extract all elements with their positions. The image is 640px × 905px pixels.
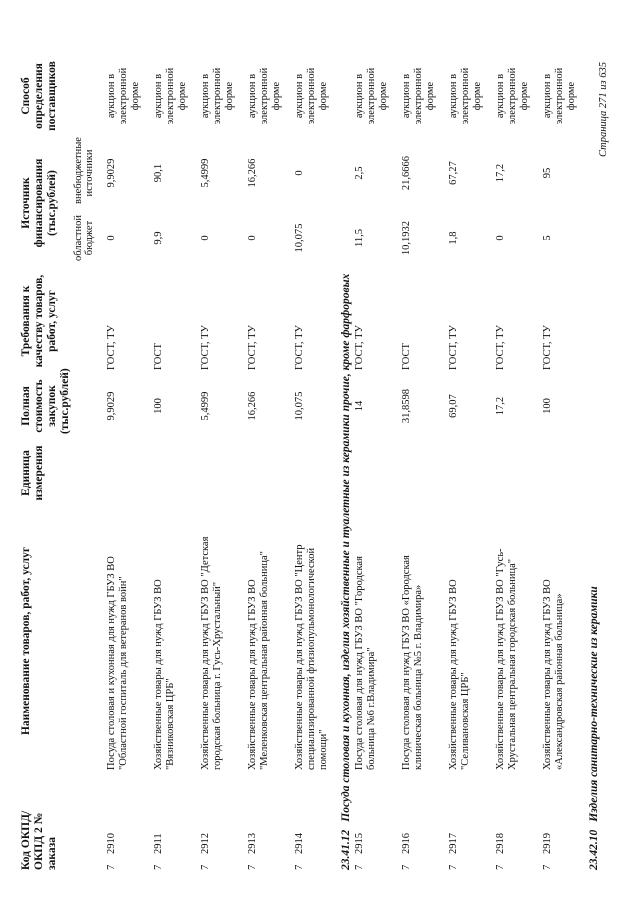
row-source-regional: 11,5: [354, 229, 365, 247]
row-spacer: [390, 58, 400, 870]
row-source-other: 9,9029: [106, 158, 117, 188]
section-heading: [588, 58, 601, 870]
row-source-other: 67,27: [448, 161, 459, 185]
row-method: аукцион в электронной форме: [448, 67, 483, 125]
row-source-regional: 5: [542, 235, 553, 241]
row-source-other: 5,4999: [200, 158, 211, 188]
row-method: аукцион в электронной форме: [495, 67, 530, 125]
row-cost: 16,266: [247, 391, 258, 421]
header-name: Наименование товаров, работ, услуг: [20, 546, 32, 736]
row-requirements: ГОСТ, ТУ: [354, 325, 365, 370]
row-name: Хозяйственные товары для нужд ГБУЗ ВО "Детская городская больница г. Гусь-Хрустальный": [200, 536, 223, 770]
row-cost: 14: [354, 400, 365, 412]
row-source-other: 16,266: [247, 158, 258, 188]
row-name: Хозяйственные товары для нужд ГБУЗ ВО "Центр специализированной фтизиопульмонологической помощи": [294, 544, 329, 770]
row-requirements: ГОСТ, ТУ: [495, 325, 506, 370]
row-spacer: [142, 58, 152, 870]
row-code: [199, 778, 236, 870]
row-requirements: ГОСТ: [153, 343, 164, 370]
header-method: Способ определения поставщиков: [20, 61, 58, 131]
row-source-regional: 0: [247, 235, 258, 241]
row-requirements: ГОСТ, ТУ: [542, 325, 553, 370]
header-spacer: [95, 58, 105, 870]
row-name: Посуда столовая для нужд ГБУЗ ВО «Городская клиническая больница №5 г. Владимира»: [401, 555, 424, 770]
row-unit: [353, 442, 390, 504]
row-source-other: 17,2: [495, 163, 506, 183]
row-requirements: ГОСТ, ТУ: [247, 325, 258, 370]
row-cost: 100: [153, 398, 164, 414]
row-unit: [447, 442, 484, 504]
row-name: Хозяйственные товары для нужд ГБУЗ ВО "Меленковская центральная районная больница": [247, 551, 270, 770]
row-spacer: [531, 58, 541, 870]
row-unit: [246, 442, 283, 504]
row-name: Посуда столовая и кухонная для нужд ГБУЗ ВО "Областной госпиталь для ветеранов войн": [106, 556, 129, 770]
header-full-cost: Полная стоимость закупок (тыс.рублей): [20, 368, 71, 434]
header-unit: Единица измерения: [20, 445, 45, 501]
row-unit: [293, 442, 330, 504]
row-spacer: [283, 58, 293, 870]
row-method: аукцион в электронной форме: [294, 67, 329, 125]
header-requirements: Требования к качеству товаров, работ, услуг: [20, 274, 58, 368]
row-name: Хозяйственные товары для нужд ГБУЗ ВО "Гусь-Хрустальная центральная городская больница": [495, 548, 518, 770]
row-spacer: [578, 58, 588, 870]
row-source-regional: 0: [200, 235, 211, 241]
procurement-table: [20, 40, 601, 870]
row-order-number: 2910: [106, 833, 117, 854]
row-code: [400, 778, 437, 870]
row-order-number: 2911: [153, 833, 164, 854]
row-requirements: ГОСТ, ТУ: [294, 325, 305, 370]
header-source: [20, 137, 95, 264]
row-source-regional: 10,1932: [401, 220, 412, 256]
row-order-number: 2913: [247, 833, 258, 854]
row-source-other: 21,6666: [401, 155, 412, 191]
row-source-regional: 0: [495, 235, 506, 241]
row-code: [246, 778, 283, 870]
row-order-number: 2912: [200, 833, 211, 854]
row-spacer: [437, 58, 447, 870]
row-source-other: 0: [294, 170, 305, 176]
row-cost: 9,9029: [106, 391, 117, 421]
row-code: [105, 778, 142, 870]
row-cost: 17,2: [495, 396, 506, 416]
row-cost: 5,4999: [200, 391, 211, 421]
row-method: аукцион в электронной форме: [200, 67, 235, 125]
row-requirements: ГОСТ, ТУ: [448, 325, 459, 370]
row-spacer: [330, 58, 340, 870]
row-code-prefix: 7: [542, 864, 553, 870]
row-source-regional: 9,9: [153, 231, 164, 245]
row-source-other: 2,5: [354, 166, 365, 180]
row-code-prefix: 7: [153, 864, 164, 870]
row-code: [152, 778, 189, 870]
row-code: [293, 778, 330, 870]
header-code: Код ОКПД/ ОКПД 2 № заказа: [20, 810, 58, 870]
row-cost: 31,8598: [401, 388, 412, 424]
row-unit: [494, 442, 531, 504]
row-code-prefix: 7: [448, 864, 459, 870]
row-method: аукцион в электронной форме: [247, 67, 282, 125]
section-code: 23.42.10: [588, 829, 600, 870]
header-source-regional: областной бюджет: [73, 215, 95, 261]
section-title: Изделия санитарно-технические из керамики: [588, 586, 600, 822]
row-cost: 100: [542, 398, 553, 414]
row-order-number: 2916: [401, 833, 412, 854]
row-spacer: [484, 58, 494, 870]
row-method: аукцион в электронной форме: [153, 67, 188, 125]
row-order-number: 2914: [294, 833, 305, 854]
row-source-other: 95: [542, 167, 553, 179]
row-source-other: 90,1: [153, 163, 164, 183]
row-cost: 69,07: [448, 394, 459, 418]
row-order-number: 2918: [495, 833, 506, 854]
row-unit: [199, 442, 236, 504]
row-code: [541, 778, 578, 870]
section-code: 23.41.12: [340, 829, 352, 870]
row-code-prefix: 7: [294, 864, 305, 870]
row-requirements: ГОСТ: [401, 343, 412, 370]
row-source-regional: 0: [106, 235, 117, 241]
row-source-regional: 1,8: [448, 231, 459, 245]
row-requirements: ГОСТ, ТУ: [200, 325, 211, 370]
row-spacer: [189, 58, 199, 870]
row-cost: 10,075: [294, 391, 305, 421]
row-method: аукцион в электронной форме: [542, 67, 577, 125]
row-method: аукцион в электронной форме: [354, 67, 389, 125]
row-order-number: 2917: [448, 833, 459, 854]
header-source-other: внебюджетные источники: [73, 137, 95, 204]
row-code-prefix: 7: [354, 864, 365, 870]
row-spacer: [236, 58, 246, 870]
row-code: [494, 778, 531, 870]
row-source-regional: 10,075: [294, 223, 305, 253]
header-source-title: Источник финансирования (тыс.рублей): [20, 158, 58, 248]
row-code-prefix: 7: [495, 864, 506, 870]
section-heading: [340, 58, 353, 870]
row-name: Хозяйственные товары для нужд ГБУЗ ВО "Селивановская ЦРБ": [448, 579, 471, 770]
row-name: Хозяйственные товары для нужд ГБУЗ ВО "Вязниковская ЦРБ": [153, 579, 176, 770]
row-method: аукцион в электронной форме: [106, 67, 141, 125]
row-order-number: 2919: [542, 833, 553, 854]
row-code-prefix: 7: [106, 864, 117, 870]
row-unit: [105, 442, 142, 504]
row-code-prefix: 7: [247, 864, 258, 870]
row-code-prefix: 7: [200, 864, 211, 870]
row-unit: [400, 442, 437, 504]
row-name: Посуда столовая для нужд ГБУЗ ВО "Городская больница №6 г.Владимира": [354, 556, 377, 770]
row-name: Хозяйственные товары для нужд ГБУЗ ВО «Александровская районная больница»: [542, 579, 565, 770]
row-code-prefix: 7: [401, 864, 412, 870]
row-method: аукцион в электронной форме: [401, 67, 436, 125]
row-order-number: 2915: [354, 833, 365, 854]
page-footer: Страница 271 из 635: [598, 62, 609, 158]
row-code: [353, 778, 390, 870]
row-unit: [152, 442, 189, 504]
section-title: Посуда столовая и кухонная, изделия хозяйственные и туалетные из керамики прочие, кроме фарфоровых: [340, 273, 352, 822]
row-requirements: ГОСТ, ТУ: [106, 325, 117, 370]
row-code: [447, 778, 484, 870]
row-unit: [541, 442, 578, 504]
